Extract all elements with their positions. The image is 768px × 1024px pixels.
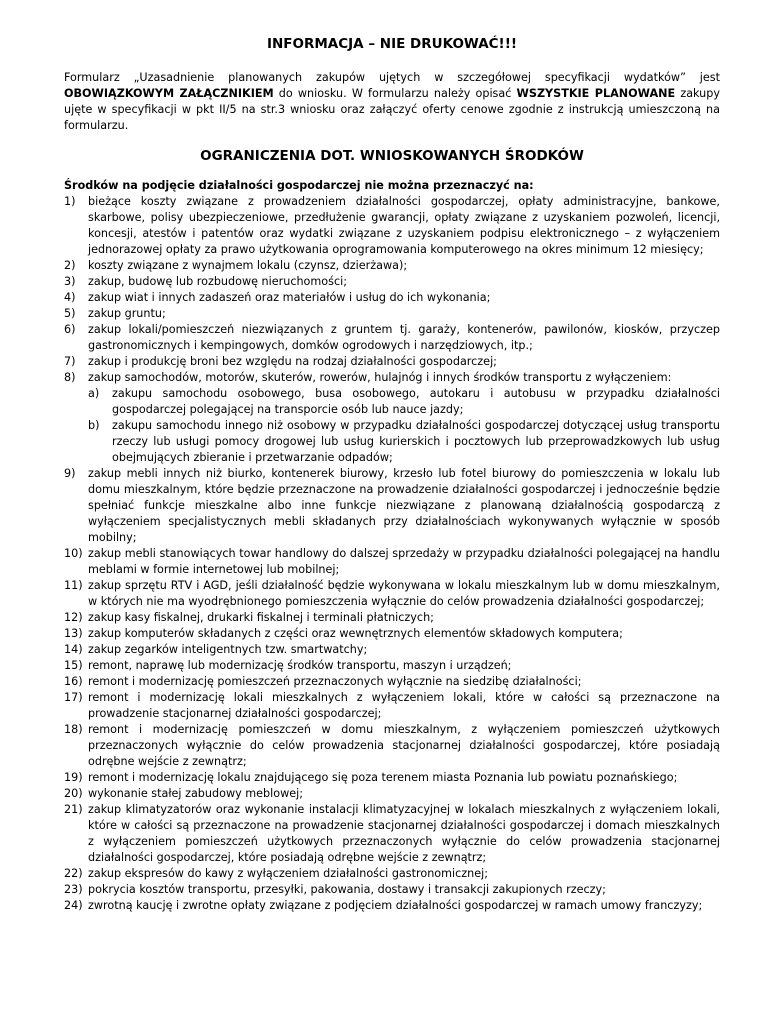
intro-text-3: zakupy ujęte w specyfikacji w pkt II/5 na str.3 wniosku oraz załączyć oferty cenowe zgodnie z instrukcją umieszczoną na formularzu. (64, 87, 720, 132)
item-text: remont, naprawę lub modernizację środków transportu, maszyn i urządzeń; (88, 659, 512, 672)
item-text: remont i modernizację lokalu znajdującego się poza terenem miasta Poznania lub powiatu poznańskiego; (88, 771, 678, 784)
list-item (64, 866, 720, 882)
item-number: 17) (64, 691, 83, 704)
list-item (64, 322, 720, 354)
item-number: 21) (64, 803, 83, 816)
list-lead: Środków na podjęcie działalności gospodarczej nie można przeznaczyć na: (64, 179, 534, 192)
list-item (64, 194, 720, 258)
item-text: remont i modernizację pomieszczeń w domu mieszkalnym, z wyłączeniem pomieszczeń użytkowych przeznaczonych wyłącznie do celów prowadzenia stacjonarnej działalności gospodarczej, które posiadają odrębne wejście z zewnątrz; (88, 723, 720, 768)
item-number: 3) (64, 275, 76, 288)
item-number: 20) (64, 787, 83, 800)
item-text: zakup wiat i innych zadaszeń oraz materiałów i usług do ich wykonania; (88, 291, 491, 304)
list-item (64, 258, 720, 274)
item-number: 6) (64, 323, 76, 336)
item-number: 2) (64, 259, 76, 272)
item-text: zakup mebli innych niż biurko, kontenerek biurowy, krzesło lub fotel biurowy do pomieszczenia w lokalu lub domu mieszkalnym, które będzie przeznaczone na prowadzenie działalności gospodarczej i jednocześnie będzie spełniać funkcje mieszkalne albo inne funkcje niezwiązane z planowaną działalnością gospodarczą z wyłączeniem specjalistycznych mebli składanych przy działalnościach wykonywanych wyłącznie w sposób mobilny; (88, 467, 720, 544)
item-number: 11) (64, 579, 83, 592)
item-text: zwrotną kaucję i zwrotne opłaty związane z podjęciem działalności gospodarczej w ramach umowy franczyzy; (88, 899, 703, 912)
list-item (64, 898, 720, 914)
item-number: 4) (64, 291, 76, 304)
intro-text-2: do wniosku. W formularzu należy opisać (273, 87, 517, 100)
item-number: 7) (64, 355, 76, 368)
item-text: zakup ekspresów do kawy z wyłączeniem działalności gastronomicznej; (88, 867, 489, 880)
intro-paragraph (64, 70, 720, 134)
item-number: 15) (64, 659, 83, 672)
sub-item-letter: b) (88, 419, 100, 432)
item-text: zakup samochodów, motorów, skuterów, rowerów, hulajnóg i innych środków transportu z wyłączeniem: (88, 371, 672, 384)
list-item (64, 690, 720, 722)
list-item (64, 370, 720, 466)
sub-list (88, 386, 720, 466)
list-item (64, 610, 720, 626)
item-text: bieżące koszty związane z prowadzeniem działalności gospodarczej, opłaty administracyjne, bankowe, skarbowe, polisy ubezpieczeniowe, przedłużenie gwarancji, opłaty związane z uzyskaniem pozwoleń, licencji, koncesji, atestów i patentów oraz wydatki związane z uzyskaniem podpisu elektronicznego – z wyłączeniem jednorazowej opłaty za prawo użytkowania oprogramowania komputerowego na okres minimum 12 miesięcy; (88, 195, 720, 256)
item-text: zakup zegarków inteligentnych tzw. smartwatchy; (88, 643, 368, 656)
list-item (64, 786, 720, 802)
item-text: zakup kasy fiskalnej, drukarki fiskalnej i terminali płatniczych; (88, 611, 434, 624)
item-text: zakup sprzętu RTV i AGD, jeśli działalność będzie wykonywana w lokalu mieszkalnym lub w domu mieszkalnym, w których nie ma wyodrębnionego pomieszczenia wyłącznie do celów prowadzenia działalności gospodarczej; (88, 579, 720, 608)
item-text: zakup komputerów składanych z części oraz wewnętrznych elementów składowych komputera; (88, 627, 623, 640)
list-item (64, 306, 720, 322)
item-text: zakup lokali/pomieszczeń niezwiązanych z gruntem tj. garaży, kontenerów, pawilonów, kiosków, przyczep gastronomicznych i kempingowych, domków ogrodowych i narzędziowych, itp.; (88, 323, 720, 352)
list-item (64, 722, 720, 770)
item-text: wykonanie stałej zabudowy meblowej; (88, 787, 304, 800)
item-number: 8) (64, 371, 76, 384)
item-text: zakup, budowę lub rozbudowę nieruchomości; (88, 275, 348, 288)
item-number: 22) (64, 867, 83, 880)
list-item (64, 674, 720, 690)
item-number: 18) (64, 723, 83, 736)
item-number: 24) (64, 899, 83, 912)
intro-bold-1: OBOWIĄZKOWYM ZAŁĄCZNIKIEM (64, 87, 274, 100)
list-item (64, 578, 720, 610)
item-text: koszty związane z wynajmem lokalu (czynsz, dzierżawa); (88, 259, 408, 272)
list-item (64, 290, 720, 306)
list-item (64, 770, 720, 786)
list-item (64, 466, 720, 546)
page-title: INFORMACJA – NIE DRUKOWAĆ!!! (266, 36, 518, 52)
list-item (64, 626, 720, 642)
item-number: 1) (64, 195, 76, 208)
item-number: 14) (64, 643, 83, 656)
item-number: 16) (64, 675, 83, 688)
item-text: zakup mebli stanowiących towar handlowy do dalszej sprzedaży w przypadku działalności polegającej na handlu meblami w formie internetowej lub mobilnej; (88, 547, 720, 576)
item-number: 9) (64, 467, 76, 480)
intro-text-1: Formularz „Uzasadnienie planowanych zakupów ujętych w szczegółowej specyfikacji wydatków” jest (64, 71, 720, 84)
sub-item-letter: a) (88, 387, 100, 400)
item-text: remont i modernizację lokali mieszkalnych z wyłączeniem lokali, które w całości są przeznaczone na prowadzenie stacjonarnej działalności gospodarczej; (88, 691, 720, 720)
sub-item-text: zakupu samochodu innego niż osobowy w przypadku działalności gospodarczej dotyczącej usług transportu rzeczy lub usługi pomocy drogowej lub usług kurierskich i pocztowych lub przeprowadzkowych lub usług obejmujących zbieranie i przetwarzanie odpadów; (112, 419, 720, 464)
item-text: pokrycia kosztów transportu, przesyłki, pakowania, dostawy i transakcji zakupionych rzeczy; (88, 883, 606, 896)
item-text: zakup gruntu; (88, 307, 166, 320)
list-item (64, 658, 720, 674)
intro-bold-2: WSZYSTKIE PLANOWANE (516, 87, 676, 100)
list-item (64, 882, 720, 898)
list-item (64, 546, 720, 578)
list-item (64, 354, 720, 370)
item-text: zakup klimatyzatorów oraz wykonanie instalacji klimatyzacyjnej w lokalach mieszkalnych z wyłączeniem lokali, które w całości są przeznaczone na prowadzenie stacjonarnej działalności gospodarczej i domach mieszkalnych z wyłączeniem pomieszczeń użytkowych przeznaczonych wyłącznie do celów prowadzenia stacjonarnej działalności gospodarczej, które posiadają odrębne wejście z zewnątrz; (88, 803, 720, 864)
item-number: 13) (64, 627, 83, 640)
restrictions-list (64, 194, 720, 914)
item-number: 19) (64, 771, 83, 784)
sub-list-item (88, 386, 720, 418)
item-number: 12) (64, 611, 83, 624)
list-item (64, 802, 720, 866)
list-item (64, 274, 720, 290)
sub-list-item (88, 418, 720, 466)
item-number: 5) (64, 307, 76, 320)
item-text: zakup i produkcję broni bez względu na rodzaj działalności gospodarczej; (88, 355, 497, 368)
item-text: remont i modernizację pomieszczeń przeznaczonych wyłącznie na siedzibę działalności; (88, 675, 582, 688)
item-number: 23) (64, 883, 83, 896)
section-title: OGRANICZENIA DOT. WNIOSKOWANYCH ŚRODKÓW (200, 148, 584, 164)
sub-item-text: zakupu samochodu osobowego, busa osobowego, autokaru i autobusu w przypadku działalności gospodarczej polegającej na transporcie osób lub nauce jazdy; (112, 387, 720, 416)
item-number: 10) (64, 547, 83, 560)
list-item (64, 642, 720, 658)
